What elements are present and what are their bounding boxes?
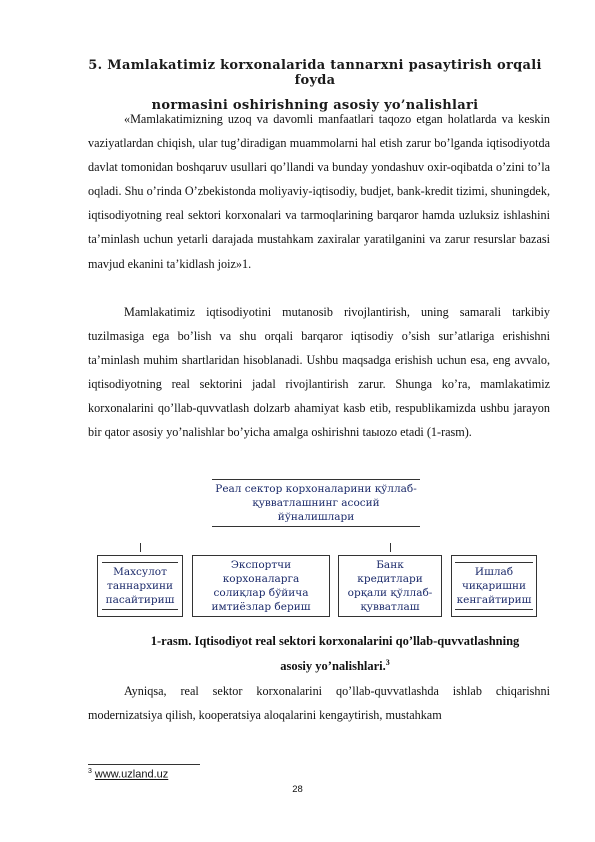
diagram-figure (0, 480, 595, 620)
figure-caption: 1-rasm. Iqtisodiyot real sektori korxonalarini qo’llab-quvvatlashning asosiy yo’nalishlari.$^3$ (150, 634, 520, 674)
footnote-link[interactable]: www.uzland.uz (94, 768, 169, 781)
footnote: $^3$ www.uzland.uz (88, 768, 169, 781)
footnote-divider (88, 764, 200, 765)
paragraph-3: Ayniqsa, real sektor korxonalarini qo’llab-quvvatlashda ishlab chiqarishni modernizatsiya qilish, kooperatsiya aloqalarini kengaytirish, mustahkam (88, 684, 550, 723)
section-title-line-1: 5. Mamlakatimiz korxonalarida tannarxni pasaytirish orqali foyda (88, 58, 542, 88)
page-number: 28 (292, 784, 303, 795)
diagram-box-production: Ишлаб чиқаришни кенгайтириш (451, 555, 537, 617)
diagram-box-credit: Банк кредитлари орқали қўллаб-қувватлаш (338, 555, 442, 617)
connector-tick (140, 543, 141, 552)
diagram-box-export: Экспортчи корхоналарга солиқлар бўйича имтиёзлар бериш (192, 555, 330, 617)
paragraph-1: «Mamlakatimizning uzoq va davomli manfaatlari taqozo etgan holatlarda va keskin vaziyatlardan chiqish, ular tug’diradigan muammolarni hal etish zarur bo’lganda iqtisodiyotda davlat tomonidan boshqaruv usullari qo’llandi va bunday yondashuv oxir-oqibatda o’zini to’la oqladi. Shu o’rinda O’zbekistonda moliyaviy-iqtisodiy, budjet, bank-kredit tizimi, shuningdek, iqtisodiyotning real sektori korxonalari va tarmoqlarining barqaror hamda uzluksiz ishlashini ta’minlash uchun yetarli darajada mustahkam zaxiralar yaratilganini va zarur resurslar bazasi mavjud ekanini ta’kidlash joiz»1. (88, 112, 550, 271)
diagram-top-box: Реал сектор корхоналарини қўллаб-қувватлашнинг асосий йўналишлари (208, 483, 424, 523)
paragraph-2: Mamlakatimiz iqtisodiyotini mutanosib rivojlantirish, uning samarali tarkibiy tuzilmasiga ega bo’lish va shu orqali barqaror iqtisodiy o’sish sur’atlariga erishishni ta’minlash muhim shartlaridan hisoblanadi. Ushbu maqsadga erishish uchun esa, eng avvalo, iqtisodiyotning real sektorini jadal rivojlantirish zarur. Shunga ko’ra, mamlakatimiz korxonalarini qo’llab-quvvatlash dolzarb ahamiyat kasb etib, respublikamizda ushbu jarayon bir qator asosiy yo’nalishlar bo’yicha amalga oshirishni taыozo etadi (1-rasm). (88, 305, 550, 440)
section-title-line-2: normasini oshirishning asosiy yo’nalishlari (151, 98, 479, 113)
diagram-box-cost: Махсулот таннархини пасайтириш (97, 555, 183, 617)
section-title (80, 58, 550, 113)
connector-tick (390, 543, 391, 552)
